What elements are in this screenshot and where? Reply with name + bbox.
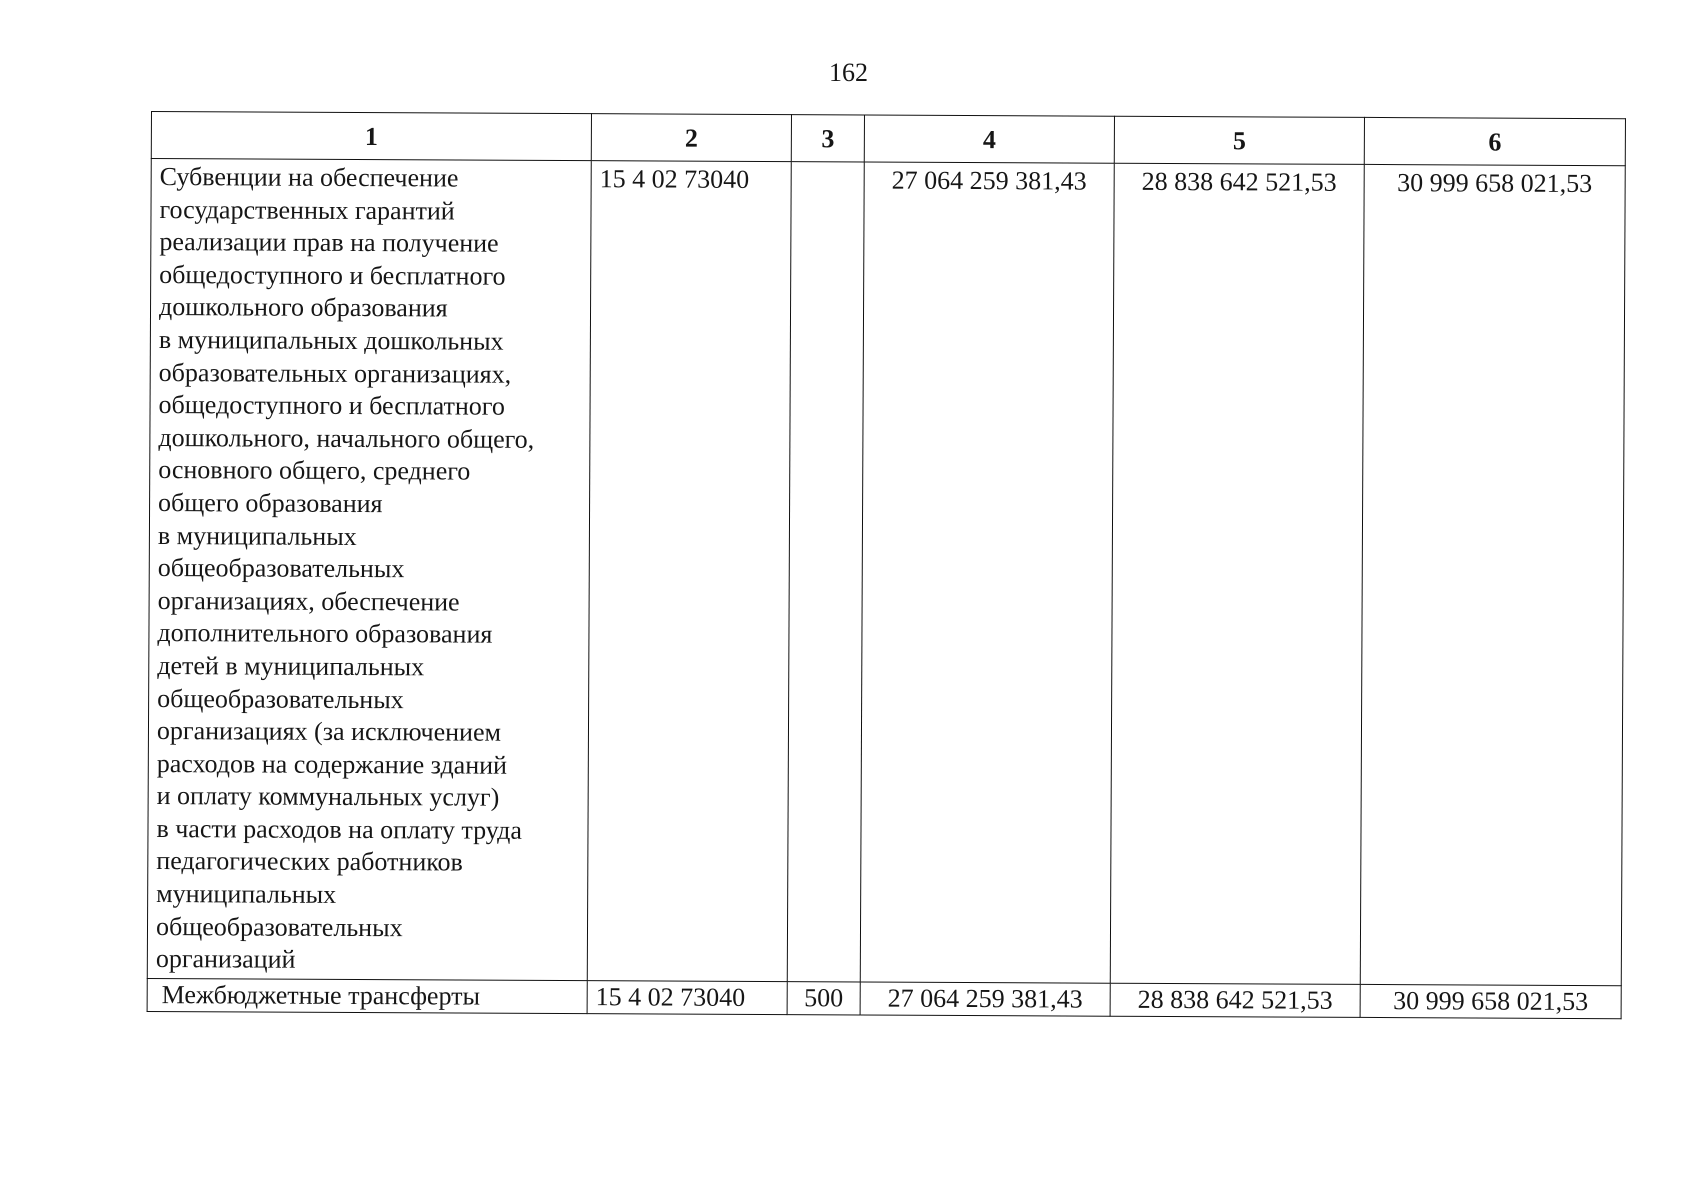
column-header: 3 <box>791 115 864 162</box>
table-header-row <box>151 112 1625 166</box>
amount-cell: 30 999 658 021,53 <box>1360 984 1621 1018</box>
column-header: 6 <box>1364 117 1625 165</box>
column-header: 5 <box>1114 116 1364 164</box>
page-number: 162 <box>829 58 868 87</box>
amount-cell: 28 838 642 521,53 <box>1110 163 1364 984</box>
amount-cell: 28 838 642 521,53 <box>1110 983 1360 1017</box>
budget-table <box>147 111 1626 1019</box>
column-header: 2 <box>591 114 791 162</box>
target-article-code: 15 4 02 73040 <box>587 980 787 1014</box>
amount-cell: 27 064 259 381,43 <box>860 162 1114 983</box>
document-sheet <box>147 111 1626 1019</box>
amount-cell: 27 064 259 381,43 <box>860 982 1110 1016</box>
amount-cell: 30 999 658 021,53 <box>1360 164 1625 985</box>
table-row <box>147 159 1625 986</box>
table-row <box>147 978 1621 1018</box>
expense-type-code <box>787 162 864 982</box>
column-header: 1 <box>151 112 591 161</box>
target-article-code: 15 4 02 73040 <box>587 161 791 982</box>
row-description: Межбюджетные трансферты <box>147 978 587 1013</box>
expense-type-code: 500 <box>787 981 860 1014</box>
column-header: 4 <box>864 115 1114 163</box>
row-description: Субвенции на обеспечение государственных гарантий реализации прав на получение общедоступного и бесплатного дошкольного образования в муниципальных дошкольных образовательных организациях, общедоступного и бесплатного дошкольного, начального общего, основного общего, среднего общего образования в муниципальных общеобразовательных организациях, обеспечение дополнительного образования детей в муниципальных общеобразовательных организациях (за исключением расходов на содержание зданий и оплату коммунальных услуг) в части расходов на оплату труда педагогических работников муниципальных общеобразовательных организаций <box>147 159 591 981</box>
